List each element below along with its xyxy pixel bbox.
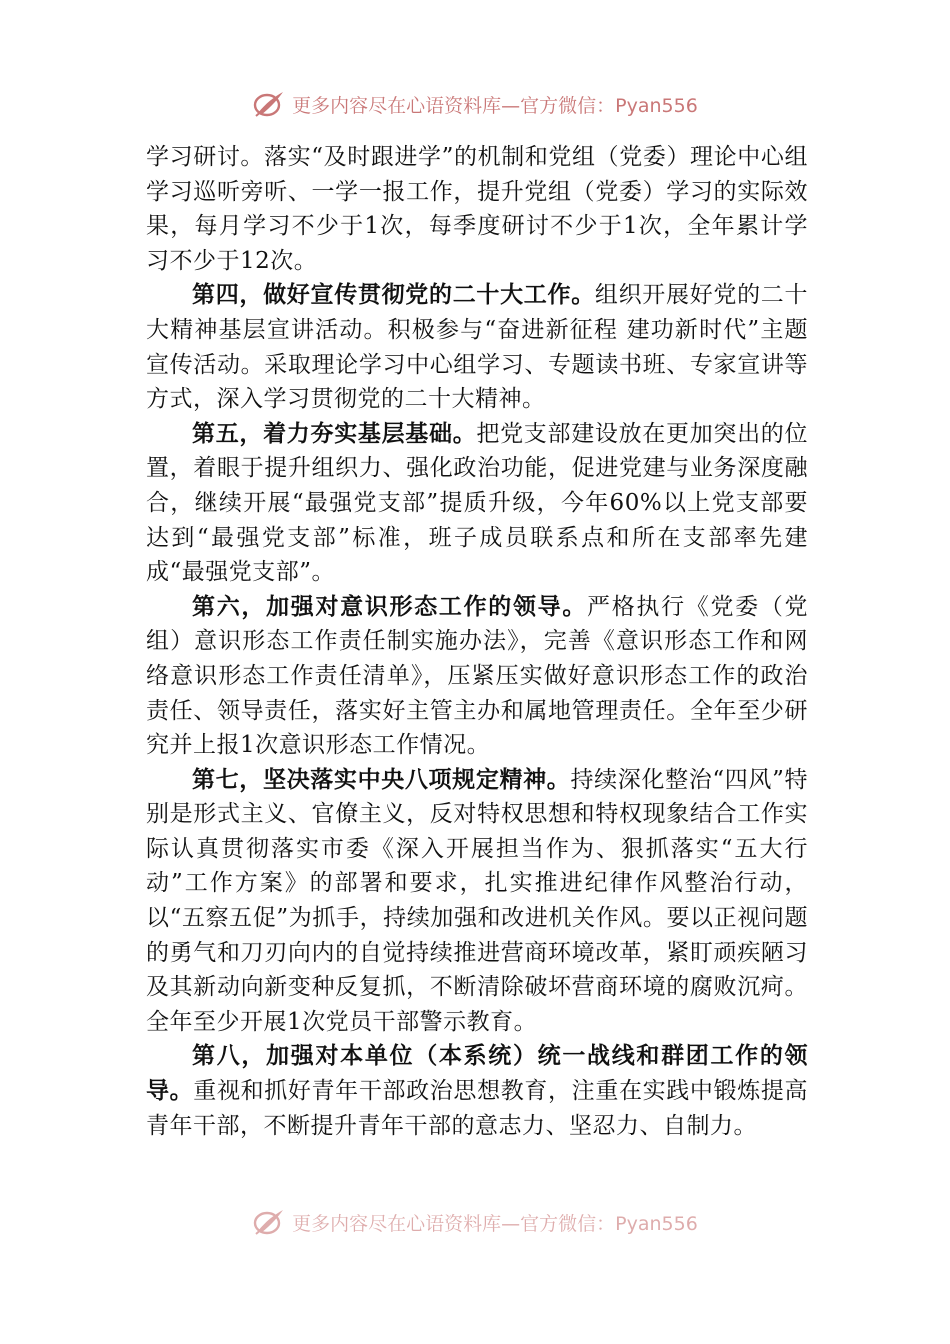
watermark-text: 更多内容尽在心语资料库—官方微信：Pyan556 bbox=[292, 94, 698, 117]
header-watermark bbox=[0, 86, 950, 122]
paragraph-2 bbox=[146, 278, 808, 416]
paragraph-lead: 第八，加强对本单位（本系统）统一战线和群团工作的领导。 bbox=[146, 1042, 808, 1105]
document-body bbox=[146, 140, 808, 1143]
footer-watermark bbox=[0, 1204, 950, 1240]
paragraph-1 bbox=[146, 140, 808, 278]
paragraph-text: 重视和抓好青年干部政治思想教育，注重在实践中锻炼提高青年干部，不断提升青年干部的意志力、坚忍力、自制力。 bbox=[146, 1078, 809, 1139]
paragraph-text: 严格执行《党委（党组）意识形态工作责任制实施办法》，完善《意识形态工作和网络意识形态工作责任清单》，压紧压实做好意识形态工作的政治责任、领导责任，落实好主管主办和属地管理责任。全年至少研究并上报1次意识形态工作情况。 bbox=[146, 593, 808, 759]
paragraph-5 bbox=[146, 763, 808, 1040]
paragraph-lead: 第四，做好宣传贯彻党的二十大工作。 bbox=[192, 281, 595, 309]
paragraph-text: 组织开展好党的二十大精神基层宣讲活动。积极参与“奋进新征程 建功新时代”主题宣传活动。采取理论学习中心组学习、专题读书班、专家宣讲等方式，深入学习贯彻党的二十大精神。 bbox=[146, 282, 809, 413]
paragraph-text: 学习研讨。落实“及时跟进学”的机制和党组（党委）理论中心组学习巡听旁听、一学一报工作，提升党组（党委）学习的实际效果，每月学习不少于1次，每季度研讨不少于1次，全年累计学习不少于12次。 bbox=[146, 144, 808, 274]
paragraph-lead: 第五，着力夯实基层基础。 bbox=[192, 419, 477, 447]
paragraph-text: 持续深化整治“四风”特别是形式主义、官僚主义，反对特权思想和特权现象结合工作实际认真贯彻落实市委《深入开展担当作为、狠抓落实“五大行动”工作方案》的部署和要求，扎实推进纪律作风整治行动，以“五察五促”为抓手，持续加强和改进机关作风。要以正视问题的勇气和刀刃向内的自觉持续推进营商环境改革，紧盯顽疾陋习及其新动向新变种反复抓，不断清除破坏营商环境的腐败沉疴。全年至少开展1次党员干部警示教育。 bbox=[146, 766, 808, 1035]
paragraph-text: 把党支部建设放在更加突出的位置，着眼于提升组织力、强化政治功能，促进党建与业务深度融合，继续开展“最强党支部”提质升级，今年60%以上党支部要达到“最强党支部”标准，班子成员联系点和所在支部率先建成“最强党支部”。 bbox=[146, 420, 809, 586]
paragraph-lead: 第六，加强对意识形态工作的领导。 bbox=[192, 592, 587, 620]
feather-quill-icon bbox=[252, 89, 286, 119]
paragraph-3 bbox=[146, 417, 808, 590]
paragraph-4 bbox=[146, 590, 808, 763]
feather-quill-icon bbox=[252, 1207, 286, 1237]
paragraph-6 bbox=[146, 1039, 808, 1143]
watermark-text: 更多内容尽在心语资料库—官方微信：Pyan556 bbox=[292, 1212, 698, 1235]
paragraph-lead: 第七，坚决落实中央八项规定精神。 bbox=[192, 765, 571, 793]
